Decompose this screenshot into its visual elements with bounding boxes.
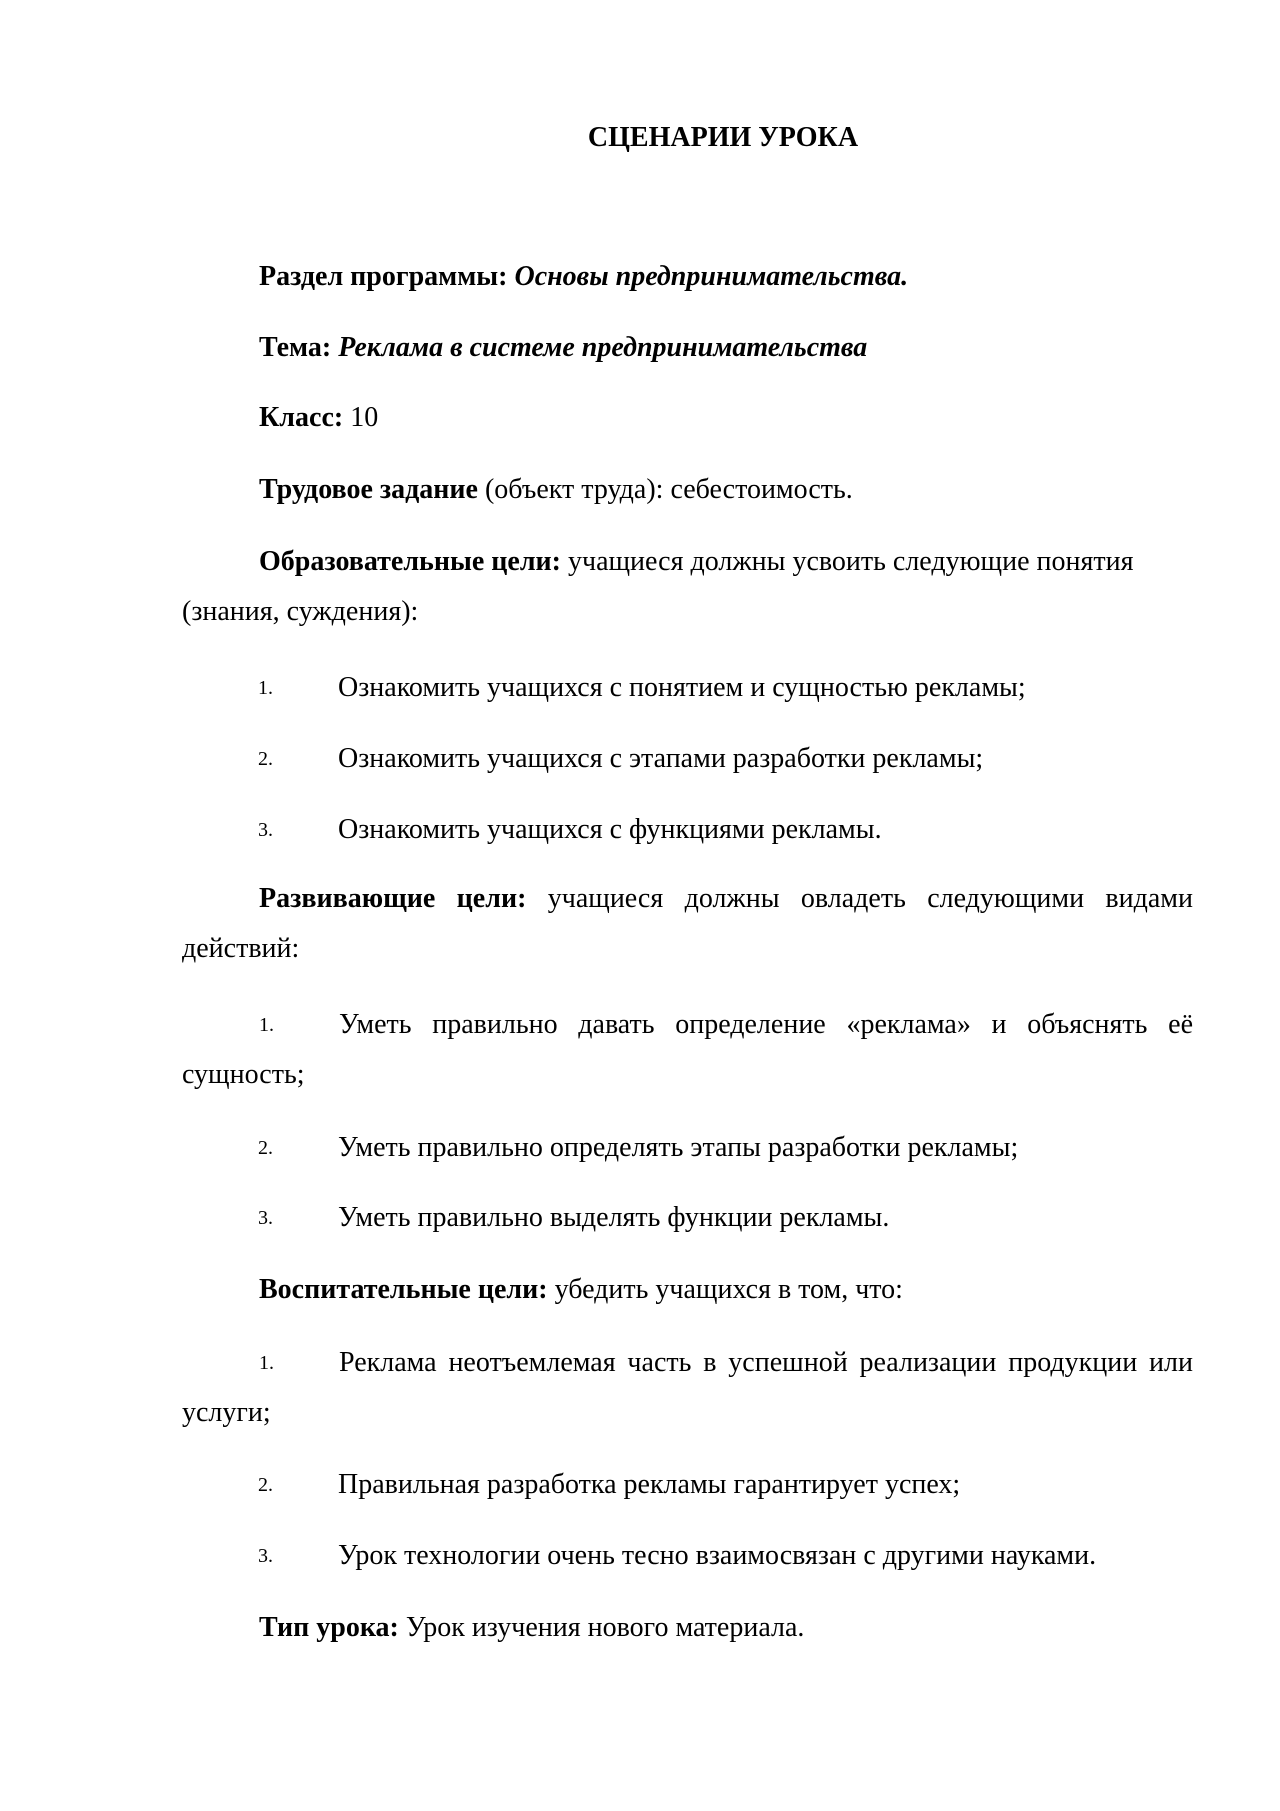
list-item <box>182 1000 1193 1100</box>
document-title: СЦЕНАРИИ УРОКА <box>587 122 859 153</box>
list-item-number: 1. <box>258 677 273 699</box>
grade-label: Класс: <box>259 402 344 433</box>
list-item <box>182 1338 1193 1438</box>
list-item <box>258 1531 1193 1581</box>
list-item <box>258 805 1193 855</box>
list-item-text: Ознакомить учащихся с понятием и сущностью рекламы; <box>338 672 1026 703</box>
developmental-goals-label: Развивающие цели: <box>259 883 527 914</box>
upbringing-goals-label: Воспитательные цели: <box>259 1274 548 1305</box>
list-item-number: 2. <box>258 1474 273 1496</box>
list-item-number: 3. <box>258 1545 273 1567</box>
list-item-text: Уметь правильно давать определение «реклама» и объяснять её сущность; <box>182 1009 1193 1090</box>
grade-line <box>182 393 1193 443</box>
list-item <box>258 1460 1193 1510</box>
developmental-goals-intro: учащиеся должны овладеть следующими видами действий: <box>182 883 1193 964</box>
list-item <box>258 734 1193 784</box>
list-item <box>258 1193 1193 1243</box>
topic-value: Реклама в системе предпринимательства <box>338 332 868 363</box>
list-item-number: 2. <box>258 1137 273 1159</box>
section-value: Основы предпринимательства. <box>514 261 909 292</box>
developmental-goals-paragraph <box>182 874 1193 974</box>
grade-value: 10 <box>350 402 379 433</box>
list-item-text: Уметь правильно выделять функции рекламы. <box>338 1202 890 1233</box>
section-line <box>182 252 1193 302</box>
lesson-type-value: Урок изучения нового материала. <box>405 1612 805 1643</box>
upbringing-goals-paragraph <box>182 1265 1193 1315</box>
list-item-number: 1. <box>259 1014 274 1036</box>
list-item <box>258 1123 1193 1173</box>
list-item-number: 3. <box>258 1207 273 1229</box>
list-item <box>258 663 1193 713</box>
labor-task-value: (объект труда): себестоимость. <box>484 474 853 505</box>
list-item-text: Реклама неотъемлемая часть в успешной реализации продукции или услуги; <box>182 1347 1193 1428</box>
upbringing-goals-intro: убедить учащихся в том, что: <box>554 1274 903 1305</box>
list-item-number: 1. <box>259 1352 274 1374</box>
section-label: Раздел программы: <box>259 261 508 292</box>
list-item-text: Уметь правильно определять этапы разработки рекламы; <box>338 1132 1019 1163</box>
topic-label: Тема: <box>259 332 332 363</box>
list-item-text: Ознакомить учащихся с функциями рекламы. <box>338 814 882 845</box>
lesson-type-line <box>182 1603 1193 1653</box>
topic-line <box>182 323 1193 373</box>
educational-goals-paragraph <box>182 537 1193 637</box>
labor-task-line <box>182 465 1193 515</box>
labor-task-label: Трудовое задание <box>259 474 478 505</box>
educational-goals-intro: учащиеся должны усвоить следующие понятия (знания, суждения): <box>182 546 1134 627</box>
list-item-text: Правильная разработка рекламы гарантирует успех; <box>338 1469 961 1500</box>
list-item-text: Ознакомить учащихся с этапами разработки рекламы; <box>338 743 984 774</box>
list-item-number: 3. <box>258 819 273 841</box>
educational-goals-label: Образовательные цели: <box>259 546 561 577</box>
list-item-text: Урок технологии очень тесно взаимосвязан с другими науками. <box>338 1540 1097 1571</box>
lesson-type-label: Тип урока: <box>259 1612 399 1643</box>
list-item-number: 2. <box>258 748 273 770</box>
